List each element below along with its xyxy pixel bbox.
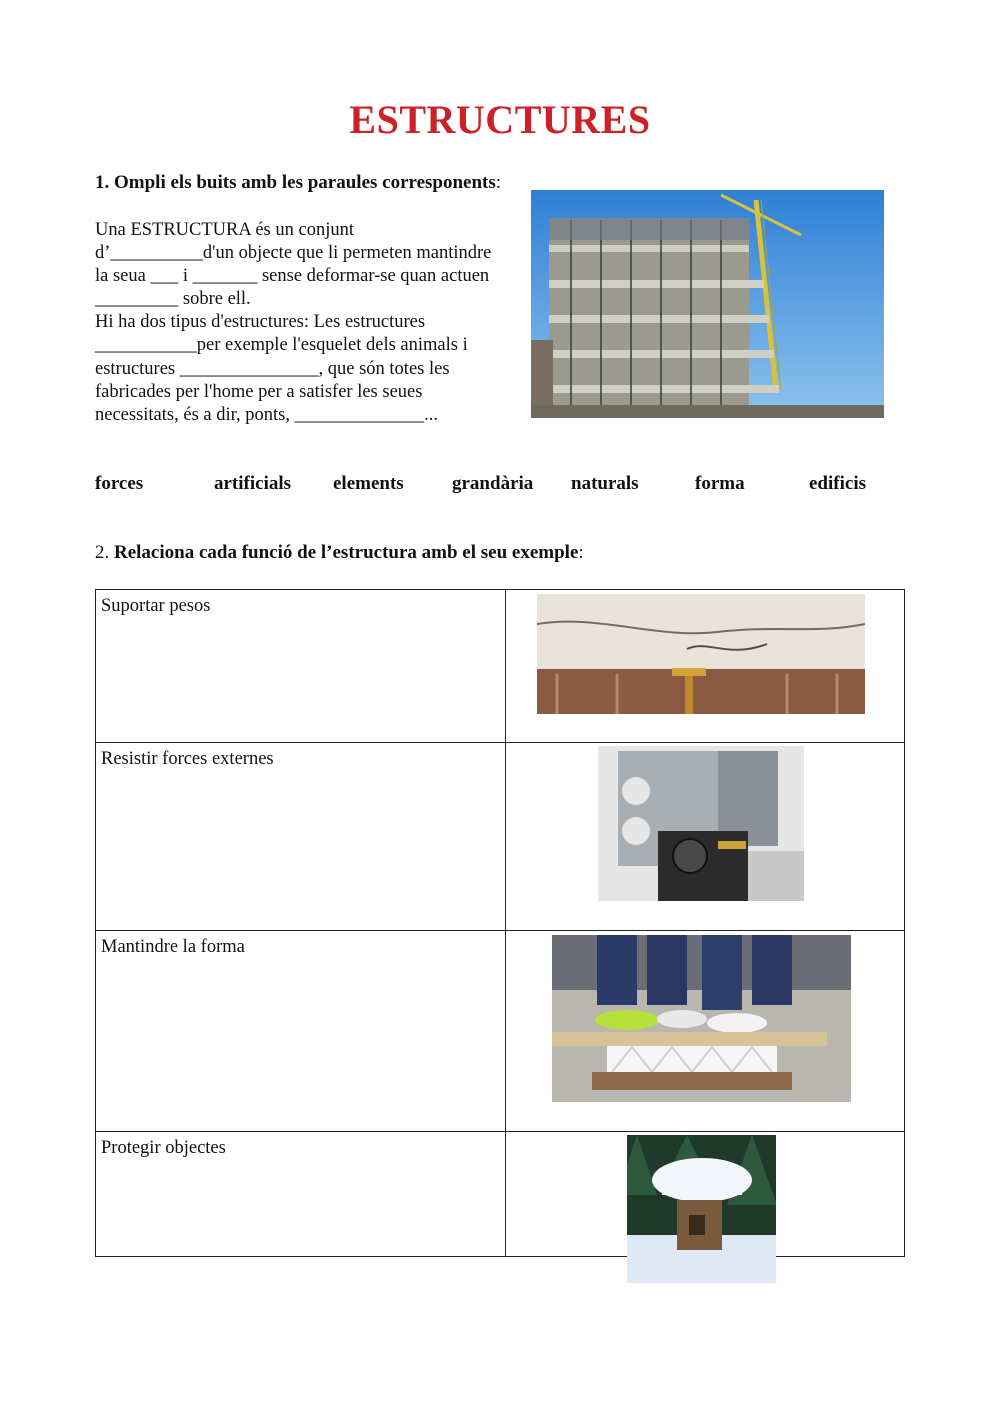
paragraph-line: la seua ___ i _______ sense deformar-se quan actuen [95,266,490,287]
snow-covered-hut-photo [627,1135,776,1283]
table-row [96,1132,905,1257]
word-bank-item: edificis [809,473,866,494]
exercise-2-heading [95,542,584,564]
word-bank-item: grandària [452,473,534,494]
fill-in-paragraph [95,219,535,427]
paragraph-line: Hi ha dos tipus d'estructures: Les estructures [95,312,426,333]
exercise-2-heading-suffix: : [578,542,584,563]
function-cell: Resistir forces externes [96,743,506,931]
word-bank-item: naturals [571,473,639,494]
paragraph-line: d’__________d'un objecte que li permeten mantindre [95,243,492,264]
exercise-1-heading-bold: 1. Ompli els buits amb les paraules corresponents [95,172,496,193]
paragraph-line: _________ sobre ell. [95,289,251,310]
paragraph-line: ___________per exemple l'esquelet dels animals i [95,335,468,356]
function-cell: Suportar pesos [96,590,506,743]
word-bank-item: elements [333,473,404,494]
function-cell: Mantindre la forma [96,931,506,1132]
exercise-1-heading-suffix: : [495,172,502,193]
paragraph-line: Una ESTRUCTURA és un conjunt [95,220,354,240]
paragraph-line: necessitats, és a dir, ponts, ______________... [95,404,439,425]
page-title: ESTRUCTURES [349,97,651,142]
cracked-beam-with-prop-photo [537,594,865,714]
exercise-2-number: 2. [95,542,114,563]
open-computer-case-photo [598,746,804,901]
function-cell: Protegir objectes [96,1132,506,1257]
word-bank-item: artificials [214,473,292,494]
exercise-1-heading [95,172,501,194]
word-bank-item: forma [695,473,745,494]
paragraph-line: fabricades per l'home per a satisfer les seues [95,381,423,402]
people-standing-on-paper-structure-photo [552,935,851,1102]
building-under-construction-photo [531,190,884,418]
paragraph-line: estructures _______________, que són totes les [95,358,450,379]
word-bank-item: forces [95,473,144,494]
exercise-2-heading-bold: Relaciona cada funció de l’estructura amb el seu exemple [114,542,579,563]
